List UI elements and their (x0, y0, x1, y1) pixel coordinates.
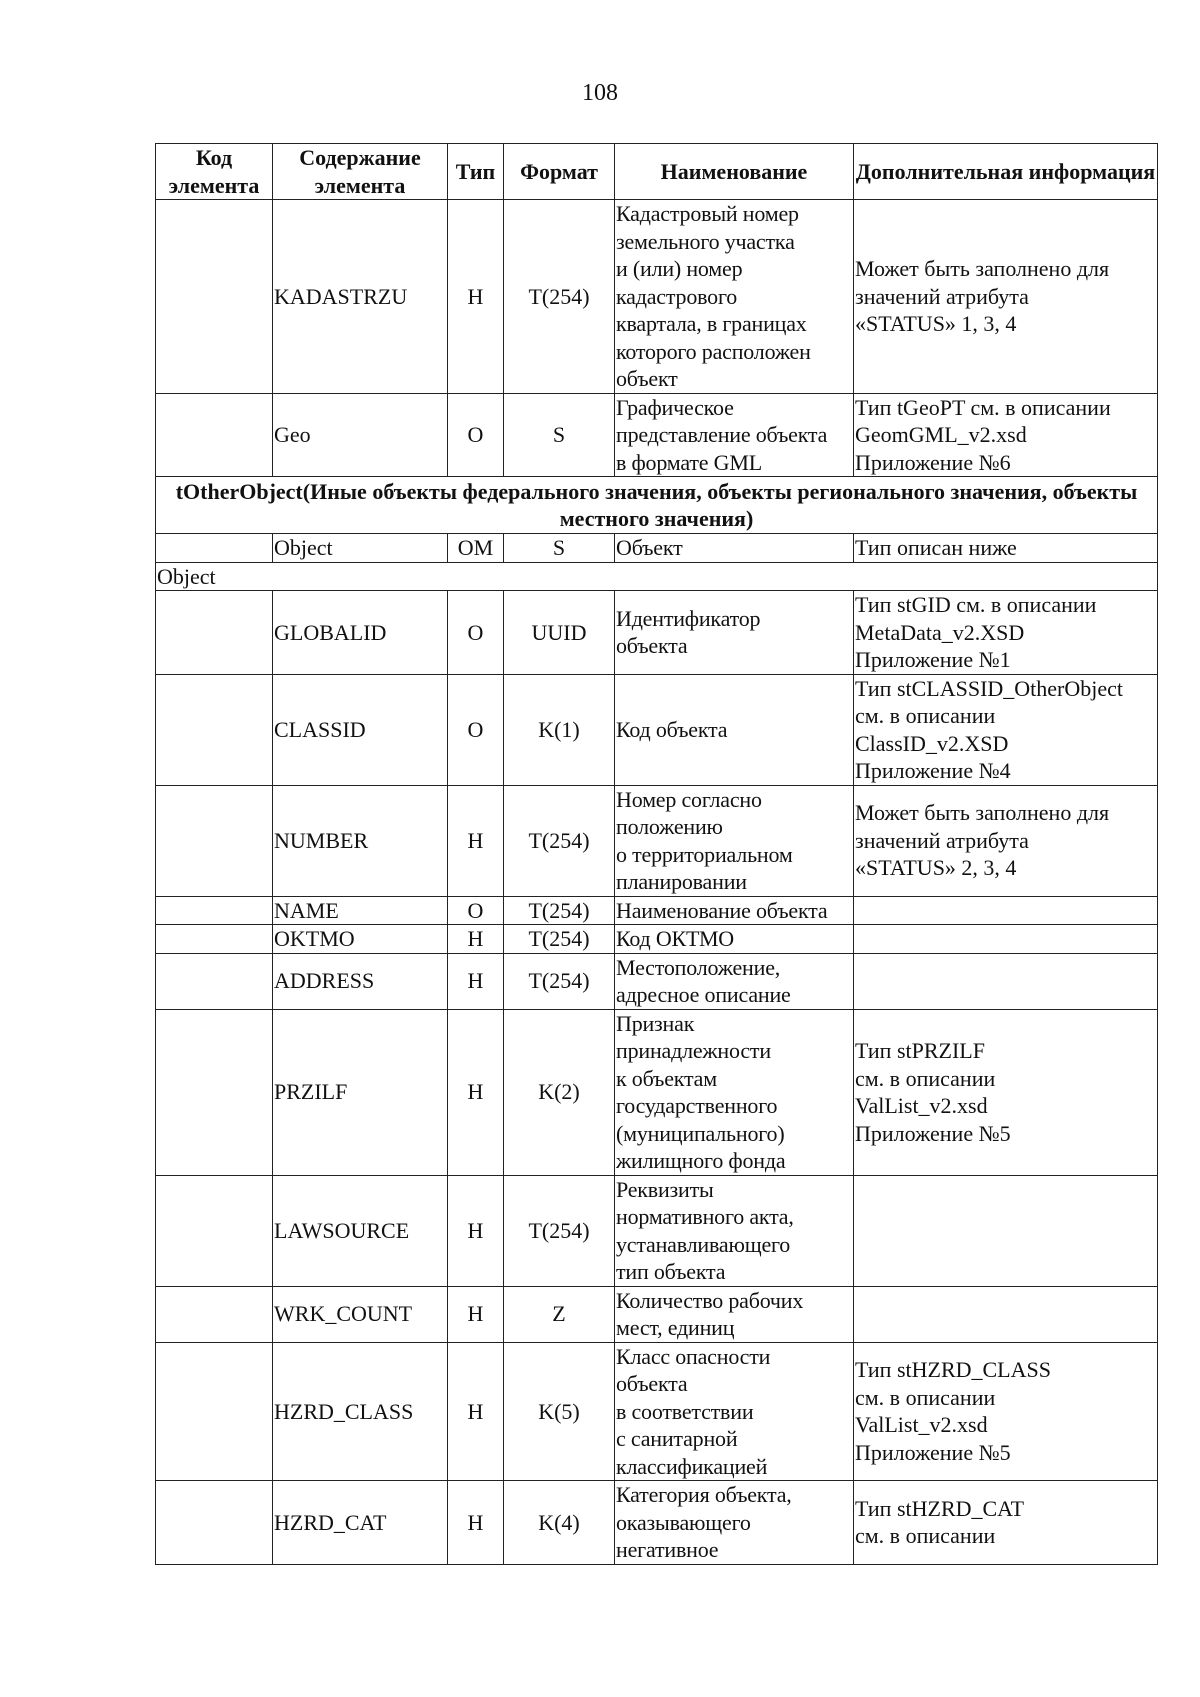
cell-type: Н (448, 925, 504, 954)
cell-format: K(4) (504, 1481, 615, 1565)
header-name: Наименование (615, 144, 854, 200)
table-row (156, 785, 1158, 896)
table-row (156, 393, 1158, 477)
cell-info (854, 1175, 1158, 1286)
cell-code (156, 1481, 273, 1565)
cell-info (854, 953, 1158, 1009)
cell-name: Количество рабочих мест, единиц (615, 1286, 854, 1342)
table-body-bottom (156, 591, 1158, 1565)
cell-info: Тип stPRZILF см. в описании ValList_v2.xsd Приложение №5 (854, 1009, 1158, 1175)
cell-format: T(254) (504, 200, 615, 394)
cell-type: Н (448, 1286, 504, 1342)
cell-name: Код ОКТМО (615, 925, 854, 954)
cell-name: Графическое представление объекта в формате GML (615, 393, 854, 477)
page-number: 108 (582, 80, 618, 106)
cell-info (854, 1286, 1158, 1342)
cell-name: Наименование объекта (615, 896, 854, 925)
table-row (156, 674, 1158, 785)
cell-info: Тип описан ниже (854, 534, 1158, 563)
cell-format: T(254) (504, 785, 615, 896)
cell-content: LAWSOURCE (273, 1175, 448, 1286)
cell-code (156, 953, 273, 1009)
cell-type: О (448, 393, 504, 477)
cell-format: K(1) (504, 674, 615, 785)
cell-type: ОМ (448, 534, 504, 563)
cell-content: NAME (273, 896, 448, 925)
cell-format: Z (504, 1286, 615, 1342)
cell-code (156, 1286, 273, 1342)
table-header-row (156, 144, 1158, 200)
cell-format: T(254) (504, 1175, 615, 1286)
cell-content: NUMBER (273, 785, 448, 896)
cell-content: HZRD_CAT (273, 1481, 448, 1565)
table-row (156, 896, 1158, 925)
header-content: Содержание элемента (273, 144, 448, 200)
cell-format: T(254) (504, 896, 615, 925)
cell-format: K(2) (504, 1009, 615, 1175)
cell-code (156, 785, 273, 896)
object-row (156, 534, 1158, 563)
cell-content: OKTMO (273, 925, 448, 954)
cell-info: Тип tGeoPT см. в описании GeomGML_v2.xsd Приложение №6 (854, 393, 1158, 477)
cell-code (156, 1342, 273, 1481)
cell-info: Может быть заполнено для значений атрибута «STATUS» 2, 3, 4 (854, 785, 1158, 896)
cell-info: Тип stHZRD_CLASS см. в описании ValList_v2.xsd Приложение №5 (854, 1342, 1158, 1481)
cell-code (156, 1009, 273, 1175)
cell-name: Идентификатор объекта (615, 591, 854, 675)
cell-name: Код объекта (615, 674, 854, 785)
cell-content: ADDRESS (273, 953, 448, 1009)
cell-name: Реквизиты нормативного акта, устанавливающего тип объекта (615, 1175, 854, 1286)
table-row (156, 953, 1158, 1009)
cell-name: Признак принадлежности к объектам государственного (муниципального) жилищного фонда (615, 1009, 854, 1175)
cell-content: Object (273, 534, 448, 563)
cell-content: KADASTRZU (273, 200, 448, 394)
cell-content: GLOBALID (273, 591, 448, 675)
cell-content: PRZILF (273, 1009, 448, 1175)
cell-type: О (448, 896, 504, 925)
element-spec-table (155, 143, 1158, 1565)
table-row (156, 591, 1158, 675)
cell-code (156, 200, 273, 394)
table-row (156, 925, 1158, 954)
header-info: Дополнительная информация (854, 144, 1158, 200)
cell-format: T(254) (504, 925, 615, 954)
table-row (156, 1481, 1158, 1565)
cell-content: CLASSID (273, 674, 448, 785)
cell-type: Н (448, 953, 504, 1009)
table-row (156, 1286, 1158, 1342)
cell-type: Н (448, 1009, 504, 1175)
cell-code (156, 925, 273, 954)
cell-type: Н (448, 785, 504, 896)
cell-type: Н (448, 1342, 504, 1481)
cell-content: Geo (273, 393, 448, 477)
cell-code (156, 674, 273, 785)
table-body-top (156, 200, 1158, 477)
cell-format: UUID (504, 591, 615, 675)
table-row (156, 1009, 1158, 1175)
cell-content: WRK_COUNT (273, 1286, 448, 1342)
cell-name: Местоположение, адресное описание (615, 953, 854, 1009)
table-row (156, 200, 1158, 394)
cell-type: Н (448, 1481, 504, 1565)
cell-type: Н (448, 1175, 504, 1286)
cell-format: T(254) (504, 953, 615, 1009)
cell-info: Тип stGID см. в описании MetaData_v2.XSD Приложение №1 (854, 591, 1158, 675)
section-body (156, 477, 1158, 591)
cell-format: K(5) (504, 1342, 615, 1481)
table-row (156, 1175, 1158, 1286)
cell-content: HZRD_CLASS (273, 1342, 448, 1481)
cell-name: Номер согласно положению о территориальном планировании (615, 785, 854, 896)
subsection-row (156, 562, 1158, 591)
cell-format: S (504, 393, 615, 477)
cell-code (156, 393, 273, 477)
subsection-title: Object (156, 562, 1158, 591)
cell-code (156, 1175, 273, 1286)
cell-format: S (504, 534, 615, 563)
header-format: Формат (504, 144, 615, 200)
header-type: Тип (448, 144, 504, 200)
cell-info (854, 896, 1158, 925)
cell-type: Н (448, 200, 504, 394)
section-title: tOtherObject(Иные объекты федерального значения, объекты регионального значения, объекты местного значения) (156, 477, 1158, 534)
cell-name: Кадастровый номер земельного участка и (или) номер кадастрового квартала, в границах которого расположен объект (615, 200, 854, 394)
cell-type: О (448, 674, 504, 785)
cell-info: Может быть заполнено для значений атрибута «STATUS» 1, 3, 4 (854, 200, 1158, 394)
cell-name: Класс опасности объекта в соответствии с санитарной классификацией (615, 1342, 854, 1481)
section-row (156, 477, 1158, 534)
cell-code (156, 534, 273, 563)
cell-name: Объект (615, 534, 854, 563)
cell-code (156, 591, 273, 675)
cell-info: Тип stHZRD_CAT см. в описании (854, 1481, 1158, 1565)
cell-code (156, 896, 273, 925)
table-row (156, 1342, 1158, 1481)
cell-info (854, 925, 1158, 954)
cell-type: О (448, 591, 504, 675)
header-code: Код элемента (156, 144, 273, 200)
cell-name: Категория объекта, оказывающего негативное (615, 1481, 854, 1565)
cell-info: Тип stCLASSID_OtherObject см. в описании ClassID_v2.XSD Приложение №4 (854, 674, 1158, 785)
